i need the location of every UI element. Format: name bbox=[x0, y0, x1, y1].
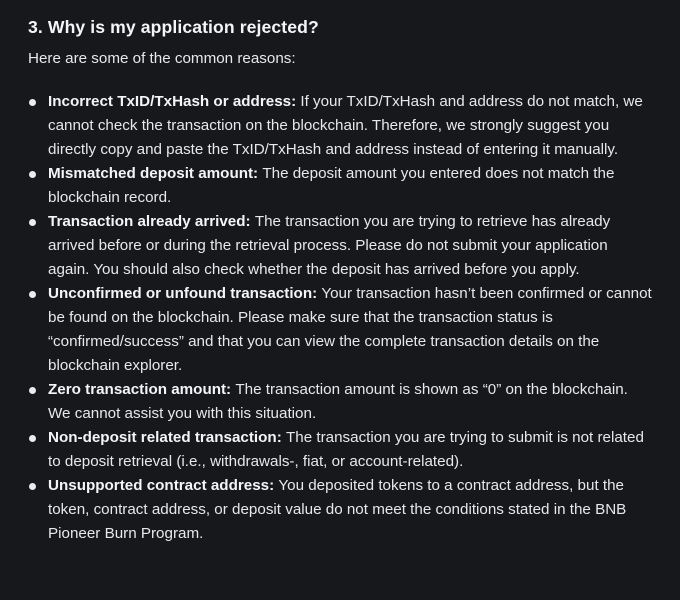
reason-text: You deposited tokens to a contract address, but the token, contract address, or deposit value do not meet the conditions stated in the BNB Pioneer Burn Program. bbox=[48, 477, 627, 542]
reason-text: The deposit amount you entered does not match the blockchain record. bbox=[48, 165, 615, 206]
bullet-icon bbox=[29, 291, 36, 298]
reason-item-zero-amount bbox=[28, 378, 652, 426]
bullet-icon bbox=[29, 387, 36, 394]
reason-text: The transaction you are trying to retrieve has already arrived before or during the retrieval process. Please do not submit your application again. You should also check whether the deposit has arrived before you apply. bbox=[48, 213, 611, 278]
bullet-icon bbox=[29, 483, 36, 490]
section-heading: 3. Why is my application rejected? bbox=[28, 17, 319, 37]
reason-label: Incorrect TxID/TxHash or address: bbox=[48, 93, 301, 110]
reason-item-non-deposit bbox=[28, 426, 652, 474]
bullet-icon bbox=[29, 435, 36, 442]
reason-text: The transaction you are trying to submit is not related to deposit retrieval (i.e., withdrawals-, fiat, or account-related). bbox=[48, 429, 644, 470]
reason-text: If your TxID/TxHash and address do not match, we cannot check the transaction on the blockchain. Therefore, we strongly suggest you directly copy and paste the TxID/TxHash and address instead of entering it manually. bbox=[48, 93, 643, 158]
reason-label: Unconfirmed or unfound transaction: bbox=[48, 285, 322, 302]
bullet-icon bbox=[29, 219, 36, 226]
reason-label: Unsupported contract address: bbox=[48, 477, 279, 494]
reason-item-mismatched-amount bbox=[28, 162, 652, 210]
reason-label: Transaction already arrived: bbox=[48, 213, 255, 230]
reasons-list bbox=[28, 90, 652, 546]
reason-label: Zero transaction amount: bbox=[48, 381, 236, 398]
reason-item-incorrect-txid bbox=[28, 90, 652, 162]
reason-text: Your transaction hasn’t been confirmed or cannot be found on the blockchain. Please make sure that the transaction status is “confirmed/success” and that you can view the complete transaction details on the blockchain explorer. bbox=[48, 285, 652, 374]
bullet-icon bbox=[29, 171, 36, 178]
intro-text: Here are some of the common reasons: bbox=[28, 50, 296, 67]
bullet-icon bbox=[29, 99, 36, 106]
reason-label: Non-deposit related transaction: bbox=[48, 429, 286, 446]
reason-item-unconfirmed bbox=[28, 282, 652, 378]
reason-item-unsupported-contract bbox=[28, 474, 652, 546]
reason-text: The transaction amount is shown as “0” on the blockchain. We cannot assist you with this situation. bbox=[48, 381, 628, 422]
reason-label: Mismatched deposit amount: bbox=[48, 165, 263, 182]
reason-item-already-arrived bbox=[28, 210, 652, 282]
